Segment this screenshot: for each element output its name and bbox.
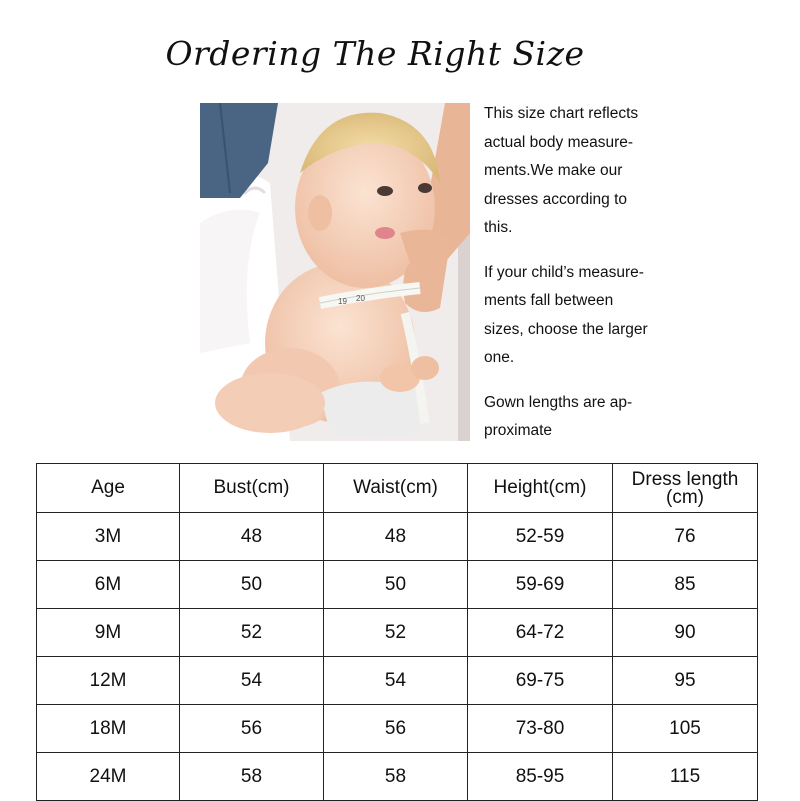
cell-bust: 56 [180,705,324,753]
note-line: this. [484,219,513,236]
table-row [37,753,758,801]
note-line: sizes, choose the larger [484,320,648,338]
header-dress-length [613,464,758,513]
note-line: one. [484,349,515,366]
cell-dress-length: 95 [613,657,758,705]
cell-waist: 58 [324,753,468,801]
cell-height: 73-80 [468,705,613,753]
cell-age: 24M [37,753,180,801]
cell-waist: 50 [324,561,468,609]
header-bust: Bust(cm) [180,464,324,513]
tape-number: 20 [356,294,365,303]
note-line: dresses according to [484,190,628,208]
note-paragraph [484,100,694,243]
note-paragraph [484,259,694,373]
header-waist: Waist(cm) [324,464,468,513]
cell-waist: 56 [324,705,468,753]
cell-age: 6M [37,561,180,609]
cell-age: 3M [37,513,180,561]
note-line: ments fall between [484,292,614,309]
cell-dress-length: 90 [613,609,758,657]
cell-waist: 48 [324,513,468,561]
note-line: proximate [484,422,553,439]
header-dress-length-unit: (cm) [666,487,704,508]
cell-bust: 58 [180,753,324,801]
cell-height: 52-59 [468,513,613,561]
note-paragraph [484,389,694,446]
cell-age: 12M [37,657,180,705]
note-line: This size chart reflects [484,105,639,122]
table-body [37,513,758,801]
cell-age: 18M [37,705,180,753]
cell-bust: 52 [180,609,324,657]
size-chart-table [36,463,758,801]
baby-measurement-photo [200,103,470,441]
cell-dress-length: 115 [613,753,758,801]
table-row [37,513,758,561]
cell-dress-length: 85 [613,561,758,609]
table-row [37,609,758,657]
note-line: If your child’s measure- [484,263,644,281]
note-line: actual body measure- [484,133,634,151]
table-row [37,561,758,609]
cell-height: 59-69 [468,561,613,609]
cell-height: 69-75 [468,657,613,705]
header-height: Height(cm) [468,464,613,513]
cell-bust: 54 [180,657,324,705]
cell-height: 85-95 [468,753,613,801]
table-row [37,657,758,705]
cell-dress-length: 76 [613,513,758,561]
header-dress-length-label: Dress length [631,469,739,490]
cell-dress-length: 105 [613,705,758,753]
cell-waist: 54 [324,657,468,705]
cell-height: 64-72 [468,609,613,657]
note-line: Gown lengths are ap- [484,393,633,411]
size-notes [484,100,694,446]
cell-age: 9M [37,609,180,657]
baby-photo-illustration [200,103,470,441]
cell-bust: 50 [180,561,324,609]
tape-number: 19 [338,297,347,306]
page-title: Ordering The Right Size [165,34,585,73]
header-age: Age [37,464,180,513]
table-header-row [37,464,758,513]
cell-waist: 52 [324,609,468,657]
cell-bust: 48 [180,513,324,561]
note-line: ments.We make our [484,162,623,179]
table-row [37,705,758,753]
